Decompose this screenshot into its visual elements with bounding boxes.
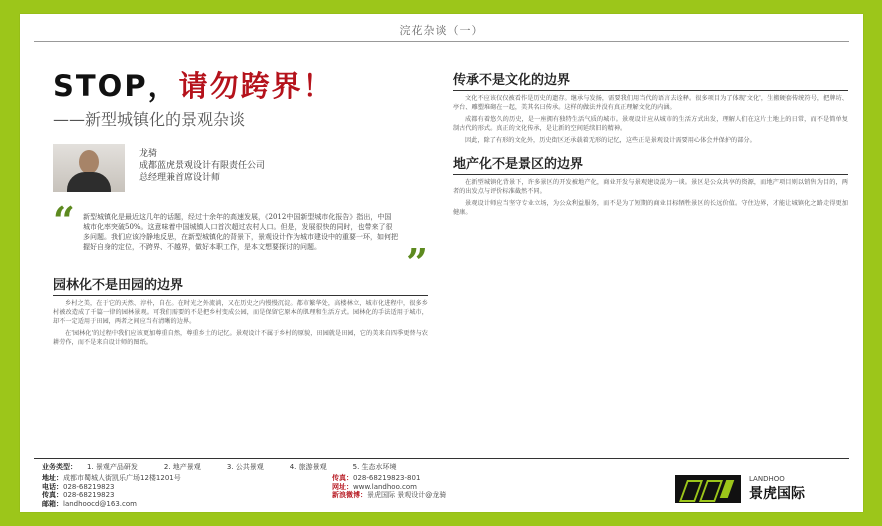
business-item: 3. 公共景观 xyxy=(226,463,264,471)
running-title: 浣花杂谈（一） xyxy=(399,24,484,37)
header-rule xyxy=(34,41,849,42)
footer xyxy=(34,458,849,511)
section-heading: 传承不是文化的边界 xyxy=(453,69,848,91)
brand-logo xyxy=(675,472,843,506)
contact-phone: 电话：028-68219823 xyxy=(42,482,115,491)
section-paragraph: 乡村之美，在于它的天然、淳朴，自在。在时光之外流淌，又在历史之内慢慢沉淀。都市繁华处，高楼林立，城市化进程中，很多乡村被改造成了千篇一律的园林景观。可我们需要的不是把乡村变成公园，而是保留它原本的肌理和生活方式。园林化的手法适用于城市，却不一定适用于田园，两者之间应当有清晰的边界。 xyxy=(53,300,428,325)
author-photo-head xyxy=(79,150,99,174)
section-paragraph: 景观设计师应当坚守专业立场，为公众利益服务，而不是为了短期的商业目标牺牲景区的长远价值。守住边界，才能让城镇化之路走得更加健康。 xyxy=(453,200,848,216)
brand-english: LANDHOO xyxy=(749,475,785,483)
business-types xyxy=(42,462,841,472)
contact-email: 邮箱：landhoocd@163.com xyxy=(42,499,137,508)
section-heading: 地产化不是景区的边界 xyxy=(453,153,848,175)
brand-text xyxy=(749,475,805,503)
title-english: STOP， xyxy=(53,69,179,103)
close-quote-icon: ” xyxy=(406,240,428,285)
contact-fax: 传真：028-68219823 xyxy=(42,491,115,499)
section-heritage xyxy=(453,69,848,145)
open-quote-icon: “ xyxy=(53,198,75,243)
contact-website: 网址：www.landhoo.com xyxy=(332,482,417,491)
right-column xyxy=(453,69,848,217)
section-paragraph: 在新型城镇化背景下，许多景区的开发被地产化，商业开发与景观建设混为一谈。景区是公众共享的资源，而地产项目则以销售为目的，两者的出发点与评价标准截然不同。 xyxy=(453,179,848,195)
contact-address: 地址：成都市蜀城人街凯乐广场12楼1201号 xyxy=(42,474,181,482)
author-block xyxy=(53,144,428,192)
business-item: 5. 生态水环境 xyxy=(352,463,397,471)
article-page xyxy=(20,14,863,512)
business-item: 4. 旅游景观 xyxy=(289,463,327,471)
author-title: 总经理兼首席设计师 xyxy=(139,173,221,183)
business-label: 业务类型： xyxy=(42,463,77,471)
contact-right xyxy=(332,474,446,500)
contact-left xyxy=(42,474,181,508)
brand-chinese: 景虎国际 xyxy=(749,486,805,502)
quote-text: 新型城镇化是最近这几年的话题，经过十余年的高速发展，《2012中国新型城市化报告》指出，中国城市化率突破50%。这意味着中国城镇人口首次超过农村人口。但是，发展很快的同时，也带来了很多问题。我们应该冷静地反思，在新型城镇化的背景下，景观设计作为城市建设中的重要一环，如何把握好自身的定位，不跨界、不越界，做好本职工作，是本文想要探讨的问题。 xyxy=(83,213,398,251)
business-item: 2. 地产景观 xyxy=(163,463,201,471)
section-paragraph: 因此，除了有形的文化外，历史街区还承载着无形的记忆，这些正是景观设计需要用心体会并保护的部分。 xyxy=(465,137,756,144)
left-column xyxy=(53,64,428,347)
section-real-estate xyxy=(453,153,848,217)
article-subtitle: ——新型城镇化的景观杂谈 xyxy=(53,110,246,129)
brand-graphic-icon xyxy=(675,475,741,503)
title-chinese: 请勿跨界！ xyxy=(178,69,334,103)
section-paragraph: 文化不应该仅仅被看作是历史的遗存。继承与发扬，需要我们用当代的语言去诠释。很多项目为了体现'文化'，生搬硬套传统符号，把牌坊、亭台、雕塑堆砌在一起，美其名曰传承。这样的做法并没有真正理解文化的内涵。 xyxy=(453,95,848,111)
business-item: 1. 景观产品研发 xyxy=(87,463,138,471)
article-title xyxy=(53,64,428,105)
contact-fax-2: 传真：028-68219823-801 xyxy=(332,474,421,482)
contact-weibo: 新浪微博：景虎国际 景观设计@龙骑 xyxy=(332,491,447,499)
author-name: 龙骑 xyxy=(139,149,158,159)
author-info xyxy=(139,144,265,184)
author-photo-body xyxy=(67,172,111,192)
section-paragraph: 在'园林化'的过程中我们应该更加尊重自然，尊重乡土的记忆。景观设计不属于乡村的原貌，田园就是田园，它的美来自四季更替与农耕劳作，而不是来自设计师的图纸。 xyxy=(53,330,428,346)
section-heading: 园林化不是田园的边界 xyxy=(53,274,428,296)
section-paragraph: 成都有着悠久的历史，是一座拥有独特生活气质的城市。景观设计应从城市的生活方式出发，理解人们在这片土地上的日常，而不是简单复制古代的形式。真正的文化传承，是让新的空间延续旧的精神。 xyxy=(453,116,848,132)
author-photo xyxy=(53,144,125,192)
author-company: 成都蓝虎景观设计有限责任公司 xyxy=(139,161,266,171)
section-gardening xyxy=(53,274,428,347)
intro-quote xyxy=(53,198,428,285)
